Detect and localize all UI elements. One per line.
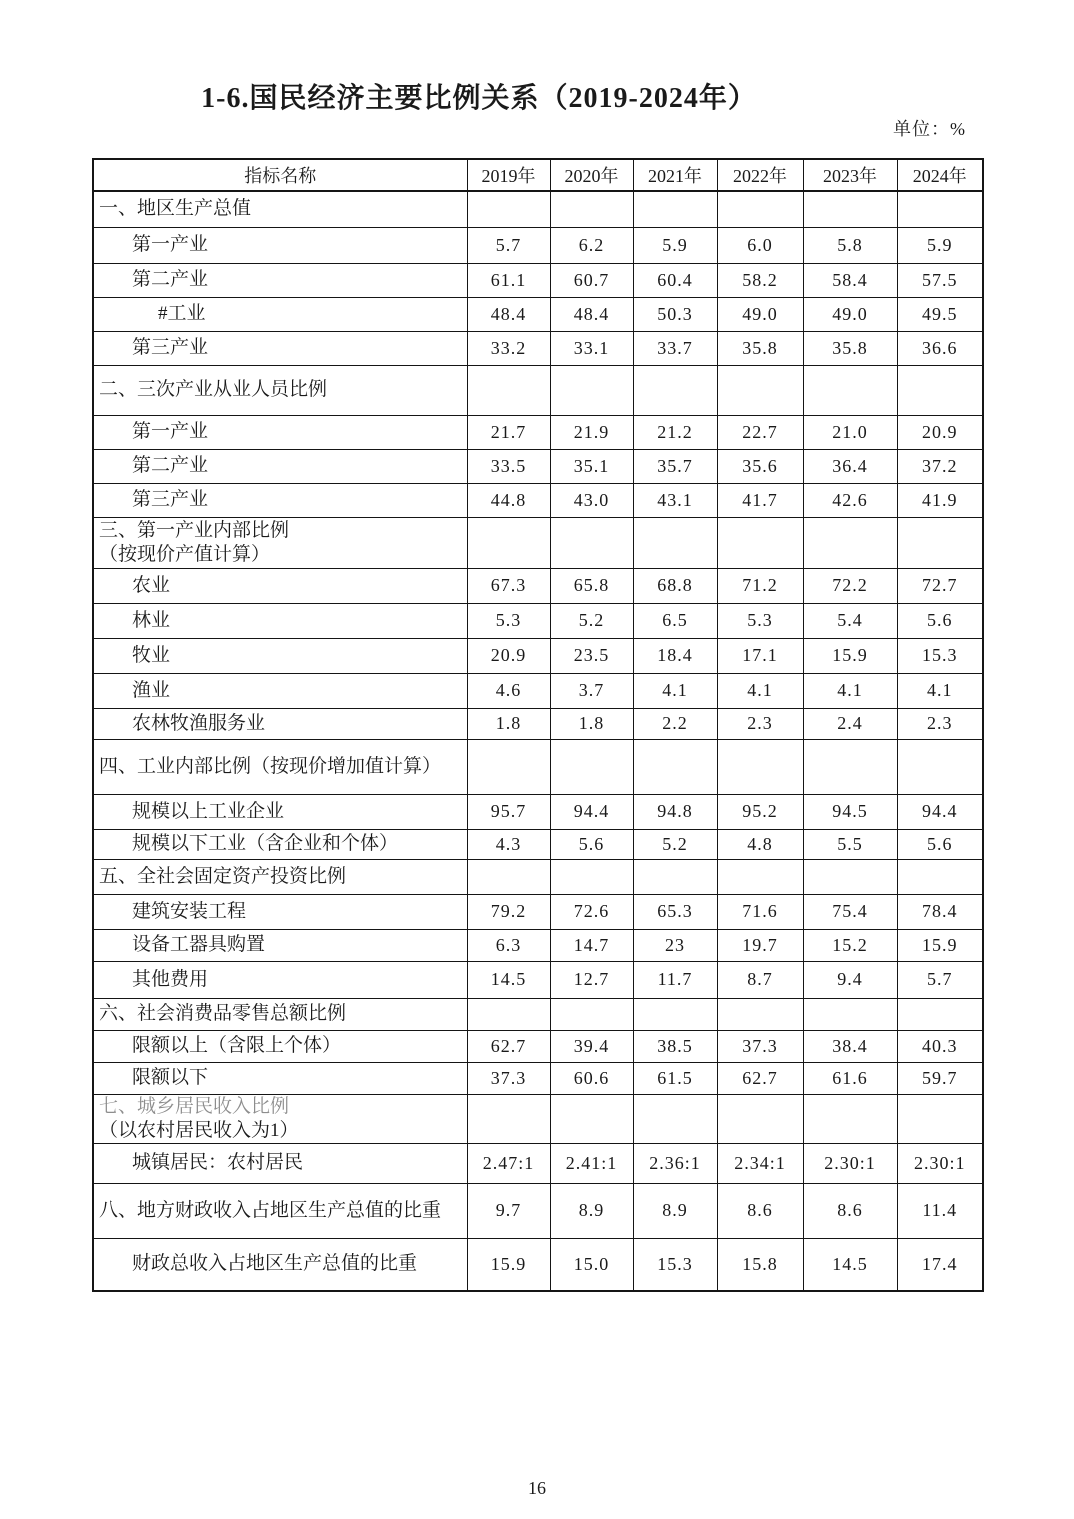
value-cell — [633, 365, 717, 415]
table-row — [93, 517, 983, 568]
value-cell: 2.3 — [897, 708, 983, 739]
value-cell: 43.1 — [633, 483, 717, 517]
value-cell — [717, 859, 803, 894]
table-row — [93, 794, 983, 829]
value-cell: 95.2 — [717, 794, 803, 829]
value-cell: 94.8 — [633, 794, 717, 829]
table-row — [93, 638, 983, 673]
table-row — [93, 961, 983, 998]
row-label: 林业 — [132, 609, 171, 631]
value-cell: 5.5 — [803, 829, 897, 859]
value-cell: 61.5 — [633, 1062, 717, 1094]
header-cell-indicator-name: 指标名称 — [93, 159, 467, 191]
value-cell: 61.6 — [803, 1062, 897, 1094]
value-cell: 3.7 — [550, 673, 633, 708]
value-cell: 36.4 — [803, 449, 897, 483]
value-cell — [897, 859, 983, 894]
row-label-cell — [93, 603, 467, 638]
row-label-cell — [93, 739, 467, 794]
row-label-cell — [93, 1030, 467, 1062]
table-row — [93, 449, 983, 483]
value-cell: 4.3 — [467, 829, 550, 859]
value-cell: 94.4 — [897, 794, 983, 829]
value-cell: 41.9 — [897, 483, 983, 517]
value-cell: 79.2 — [467, 894, 550, 929]
value-cell: 8.6 — [803, 1183, 897, 1238]
row-label-cell — [93, 929, 467, 961]
row-label-line2: （以农村居民收入为1） — [99, 1119, 299, 1141]
table-row — [93, 859, 983, 894]
value-cell: 72.2 — [803, 568, 897, 603]
value-cell: 49.0 — [803, 297, 897, 331]
value-cell: 12.7 — [550, 961, 633, 998]
value-cell: 42.6 — [803, 483, 897, 517]
table-row — [93, 263, 983, 297]
row-label: 其他费用 — [132, 968, 209, 990]
value-cell: 5.4 — [803, 603, 897, 638]
value-cell: 15.3 — [897, 638, 983, 673]
value-cell: 5.7 — [467, 227, 550, 263]
row-label: 第二产业 — [132, 269, 209, 290]
table-row — [93, 1183, 983, 1238]
row-label-cell — [93, 708, 467, 739]
value-cell: 33.5 — [467, 449, 550, 483]
header-cell-year-2020: 2020年 — [550, 159, 633, 191]
table-row — [93, 1094, 983, 1143]
row-label: 第三产业 — [132, 337, 209, 358]
value-cell — [897, 365, 983, 415]
value-cell: 65.3 — [633, 894, 717, 929]
value-cell: 58.2 — [717, 263, 803, 297]
row-label-cell — [93, 998, 467, 1030]
value-cell: 15.3 — [633, 1238, 717, 1291]
value-cell: 4.1 — [633, 673, 717, 708]
value-cell: 5.9 — [633, 227, 717, 263]
value-cell: 94.4 — [550, 794, 633, 829]
row-label-cell — [93, 1238, 467, 1291]
table-row — [93, 998, 983, 1030]
value-cell — [803, 365, 897, 415]
value-cell: 15.8 — [717, 1238, 803, 1291]
value-cell — [550, 365, 633, 415]
row-label-cell — [93, 894, 467, 929]
table-header — [93, 159, 983, 191]
table-row — [93, 191, 983, 227]
value-cell: 71.2 — [717, 568, 803, 603]
value-cell: 71.6 — [717, 894, 803, 929]
row-label-cell — [93, 227, 467, 263]
row-label-cell — [93, 263, 467, 297]
value-cell — [467, 191, 550, 227]
row-label-cell — [93, 1183, 467, 1238]
row-label: 七、城乡居民收入比例 — [99, 1095, 290, 1117]
value-cell: 75.4 — [803, 894, 897, 929]
value-cell — [897, 517, 983, 568]
row-label-cell — [93, 1062, 467, 1094]
value-cell: 62.7 — [717, 1062, 803, 1094]
value-cell: 5.6 — [550, 829, 633, 859]
value-cell: 8.6 — [717, 1183, 803, 1238]
value-cell: 5.2 — [633, 829, 717, 859]
row-label-cell — [93, 1094, 467, 1143]
value-cell: 5.6 — [897, 829, 983, 859]
value-cell: 4.1 — [803, 673, 897, 708]
value-cell: 1.8 — [467, 708, 550, 739]
value-cell: 61.1 — [467, 263, 550, 297]
row-label-cell — [93, 365, 467, 415]
value-cell: 11.4 — [897, 1183, 983, 1238]
header-cell-year-2022: 2022年 — [717, 159, 803, 191]
value-cell: 22.7 — [717, 415, 803, 449]
row-label: 设备工器具购置 — [132, 934, 266, 955]
value-cell: 50.3 — [633, 297, 717, 331]
row-label-cell — [93, 794, 467, 829]
value-cell: 2.47:1 — [467, 1143, 550, 1183]
value-cell: 44.8 — [467, 483, 550, 517]
value-cell: 68.8 — [633, 568, 717, 603]
value-cell: 95.7 — [467, 794, 550, 829]
value-cell — [633, 1094, 717, 1143]
value-cell: 36.6 — [897, 331, 983, 365]
value-cell: 17.4 — [897, 1238, 983, 1291]
value-cell: 41.7 — [717, 483, 803, 517]
row-label-cell — [93, 638, 467, 673]
value-cell: 49.0 — [717, 297, 803, 331]
row-label: 八、地方财政收入占地区生产总值的比重 — [99, 1199, 442, 1221]
value-cell: 35.1 — [550, 449, 633, 483]
table-row — [93, 829, 983, 859]
value-cell — [633, 998, 717, 1030]
value-cell — [897, 191, 983, 227]
value-cell — [897, 998, 983, 1030]
row-label: 牧业 — [132, 644, 171, 666]
value-cell: 62.7 — [467, 1030, 550, 1062]
table-row — [93, 1143, 983, 1183]
value-cell: 72.6 — [550, 894, 633, 929]
value-cell — [550, 191, 633, 227]
value-cell: 18.4 — [633, 638, 717, 673]
unit-label: 单位：% — [893, 119, 966, 139]
value-cell — [633, 859, 717, 894]
value-cell: 9.4 — [803, 961, 897, 998]
value-cell: 15.0 — [550, 1238, 633, 1291]
table-row — [93, 739, 983, 794]
row-label-cell — [93, 961, 467, 998]
value-cell: 58.4 — [803, 263, 897, 297]
value-cell: 2.30:1 — [897, 1143, 983, 1183]
value-cell — [717, 1094, 803, 1143]
row-label-cell — [93, 331, 467, 365]
table-row — [93, 673, 983, 708]
value-cell: 5.3 — [717, 603, 803, 638]
row-label-cell — [93, 191, 467, 227]
table-row — [93, 1238, 983, 1291]
value-cell: 35.8 — [803, 331, 897, 365]
value-cell — [717, 191, 803, 227]
value-cell: 40.3 — [897, 1030, 983, 1062]
value-cell: 8.7 — [717, 961, 803, 998]
row-label: 农业 — [132, 574, 171, 596]
value-cell — [717, 998, 803, 1030]
value-cell: 5.6 — [897, 603, 983, 638]
value-cell: 2.30:1 — [803, 1143, 897, 1183]
value-cell: 14.5 — [467, 961, 550, 998]
row-label: 四、工业内部比例（按现价增加值计算） — [99, 755, 442, 777]
row-label: 三、第一产业内部比例 — [99, 519, 290, 541]
value-cell: 48.4 — [467, 297, 550, 331]
value-cell — [717, 517, 803, 568]
value-cell: 57.5 — [897, 263, 983, 297]
page-title: 1-6.国民经济主要比例关系（2019-2024年） — [201, 83, 757, 114]
table-row — [93, 1030, 983, 1062]
row-label-cell — [93, 449, 467, 483]
table-row — [93, 297, 983, 331]
value-cell: 4.1 — [897, 673, 983, 708]
row-label-cell — [93, 297, 467, 331]
value-cell — [467, 739, 550, 794]
row-label-cell — [93, 1143, 467, 1183]
row-label: 一、地区生产总值 — [99, 198, 252, 220]
value-cell: 8.9 — [633, 1183, 717, 1238]
row-label: 二、三次产业从业人员比例 — [99, 379, 328, 400]
value-cell: 4.8 — [717, 829, 803, 859]
value-cell: 60.4 — [633, 263, 717, 297]
row-label: 五、全社会固定资产投资比例 — [99, 865, 347, 887]
table-row — [93, 708, 983, 739]
value-cell — [467, 517, 550, 568]
value-cell: 15.2 — [803, 929, 897, 961]
value-cell — [897, 739, 983, 794]
value-cell: 60.6 — [550, 1062, 633, 1094]
row-label-cell — [93, 568, 467, 603]
value-cell — [467, 365, 550, 415]
value-cell: 17.1 — [717, 638, 803, 673]
header-cell-year-2019: 2019年 — [467, 159, 550, 191]
value-cell — [803, 739, 897, 794]
value-cell — [633, 517, 717, 568]
value-cell: 94.5 — [803, 794, 897, 829]
value-cell: 48.4 — [550, 297, 633, 331]
value-cell: 35.6 — [717, 449, 803, 483]
value-cell: 39.4 — [550, 1030, 633, 1062]
value-cell: 2.36:1 — [633, 1143, 717, 1183]
value-cell: 14.7 — [550, 929, 633, 961]
value-cell: 15.9 — [803, 638, 897, 673]
value-cell: 4.6 — [467, 673, 550, 708]
table-row — [93, 227, 983, 263]
row-label: 财政总收入占地区生产总值的比重 — [132, 1253, 418, 1275]
row-label: 城镇居民：农村居民 — [132, 1152, 304, 1173]
value-cell — [803, 191, 897, 227]
value-cell: 37.3 — [717, 1030, 803, 1062]
row-label: #工业 — [158, 303, 206, 324]
row-label: 限额以上（含限上个体） — [132, 1035, 342, 1056]
value-cell: 33.2 — [467, 331, 550, 365]
value-cell: 20.9 — [897, 415, 983, 449]
value-cell: 5.7 — [897, 961, 983, 998]
value-cell: 15.9 — [467, 1238, 550, 1291]
value-cell: 23 — [633, 929, 717, 961]
row-label-cell — [93, 517, 467, 568]
value-cell: 6.2 — [550, 227, 633, 263]
value-cell: 2.41:1 — [550, 1143, 633, 1183]
value-cell: 21.7 — [467, 415, 550, 449]
header-cell-year-2021: 2021年 — [633, 159, 717, 191]
value-cell — [633, 739, 717, 794]
table-row — [93, 331, 983, 365]
value-cell: 21.2 — [633, 415, 717, 449]
value-cell: 5.2 — [550, 603, 633, 638]
row-label: 渔业 — [132, 679, 171, 701]
row-label: 规模以下工业（含企业和个体） — [132, 833, 399, 854]
row-label-cell — [93, 415, 467, 449]
value-cell: 6.3 — [467, 929, 550, 961]
value-cell — [803, 1094, 897, 1143]
row-label: 第一产业 — [132, 421, 209, 442]
table-row — [93, 1062, 983, 1094]
value-cell: 14.5 — [803, 1238, 897, 1291]
value-cell: 65.8 — [550, 568, 633, 603]
value-cell: 33.7 — [633, 331, 717, 365]
value-cell: 60.7 — [550, 263, 633, 297]
value-cell — [717, 365, 803, 415]
value-cell — [803, 998, 897, 1030]
table-row — [93, 483, 983, 517]
value-cell: 8.9 — [550, 1183, 633, 1238]
page-number: 16 — [528, 1478, 546, 1498]
table-row — [93, 894, 983, 929]
row-label: 第二产业 — [132, 455, 209, 476]
value-cell: 43.0 — [550, 483, 633, 517]
value-cell: 5.9 — [897, 227, 983, 263]
value-cell: 2.3 — [717, 708, 803, 739]
value-cell: 2.2 — [633, 708, 717, 739]
value-cell: 5.8 — [803, 227, 897, 263]
value-cell — [803, 859, 897, 894]
value-cell: 1.8 — [550, 708, 633, 739]
table-body — [93, 191, 983, 1291]
value-cell: 2.34:1 — [717, 1143, 803, 1183]
value-cell: 59.7 — [897, 1062, 983, 1094]
value-cell: 19.7 — [717, 929, 803, 961]
value-cell: 35.7 — [633, 449, 717, 483]
value-cell — [550, 1094, 633, 1143]
value-cell — [633, 191, 717, 227]
value-cell: 5.3 — [467, 603, 550, 638]
value-cell: 33.1 — [550, 331, 633, 365]
row-label-cell — [93, 673, 467, 708]
table-row — [93, 568, 983, 603]
value-cell: 15.9 — [897, 929, 983, 961]
value-cell: 9.7 — [467, 1183, 550, 1238]
value-cell: 11.7 — [633, 961, 717, 998]
value-cell: 23.5 — [550, 638, 633, 673]
row-label: 限额以下 — [132, 1067, 209, 1088]
table-row — [93, 365, 983, 415]
value-cell: 35.8 — [717, 331, 803, 365]
table-row — [93, 929, 983, 961]
row-label: 第一产业 — [132, 234, 209, 255]
header-row — [93, 159, 983, 191]
value-cell — [550, 859, 633, 894]
value-cell — [803, 517, 897, 568]
value-cell: 4.1 — [717, 673, 803, 708]
value-cell — [550, 517, 633, 568]
header-cell-year-2024: 2024年 — [897, 159, 983, 191]
value-cell: 67.3 — [467, 568, 550, 603]
table-row — [93, 603, 983, 638]
row-label-cell — [93, 483, 467, 517]
value-cell — [717, 739, 803, 794]
row-label: 农林牧渔服务业 — [132, 712, 266, 734]
value-cell — [897, 1094, 983, 1143]
value-cell: 37.2 — [897, 449, 983, 483]
statistics-table — [92, 158, 984, 1292]
value-cell: 6.0 — [717, 227, 803, 263]
value-cell: 38.4 — [803, 1030, 897, 1062]
value-cell: 78.4 — [897, 894, 983, 929]
value-cell — [467, 859, 550, 894]
value-cell: 20.9 — [467, 638, 550, 673]
row-label-cell — [93, 829, 467, 859]
value-cell — [550, 739, 633, 794]
value-cell: 21.9 — [550, 415, 633, 449]
value-cell: 38.5 — [633, 1030, 717, 1062]
row-label-line2: （按现价产值计算） — [99, 543, 271, 565]
value-cell — [550, 998, 633, 1030]
value-cell — [467, 998, 550, 1030]
value-cell — [467, 1094, 550, 1143]
header-cell-year-2023: 2023年 — [803, 159, 897, 191]
value-cell: 72.7 — [897, 568, 983, 603]
value-cell: 49.5 — [897, 297, 983, 331]
value-cell: 37.3 — [467, 1062, 550, 1094]
value-cell: 21.0 — [803, 415, 897, 449]
row-label: 建筑安装工程 — [132, 900, 247, 922]
row-label: 规模以上工业企业 — [132, 800, 285, 822]
row-label: 六、社会消费品零售总额比例 — [99, 1003, 347, 1024]
row-label-cell — [93, 859, 467, 894]
table-row — [93, 415, 983, 449]
row-label: 第三产业 — [132, 489, 209, 510]
value-cell: 6.5 — [633, 603, 717, 638]
value-cell: 2.4 — [803, 708, 897, 739]
